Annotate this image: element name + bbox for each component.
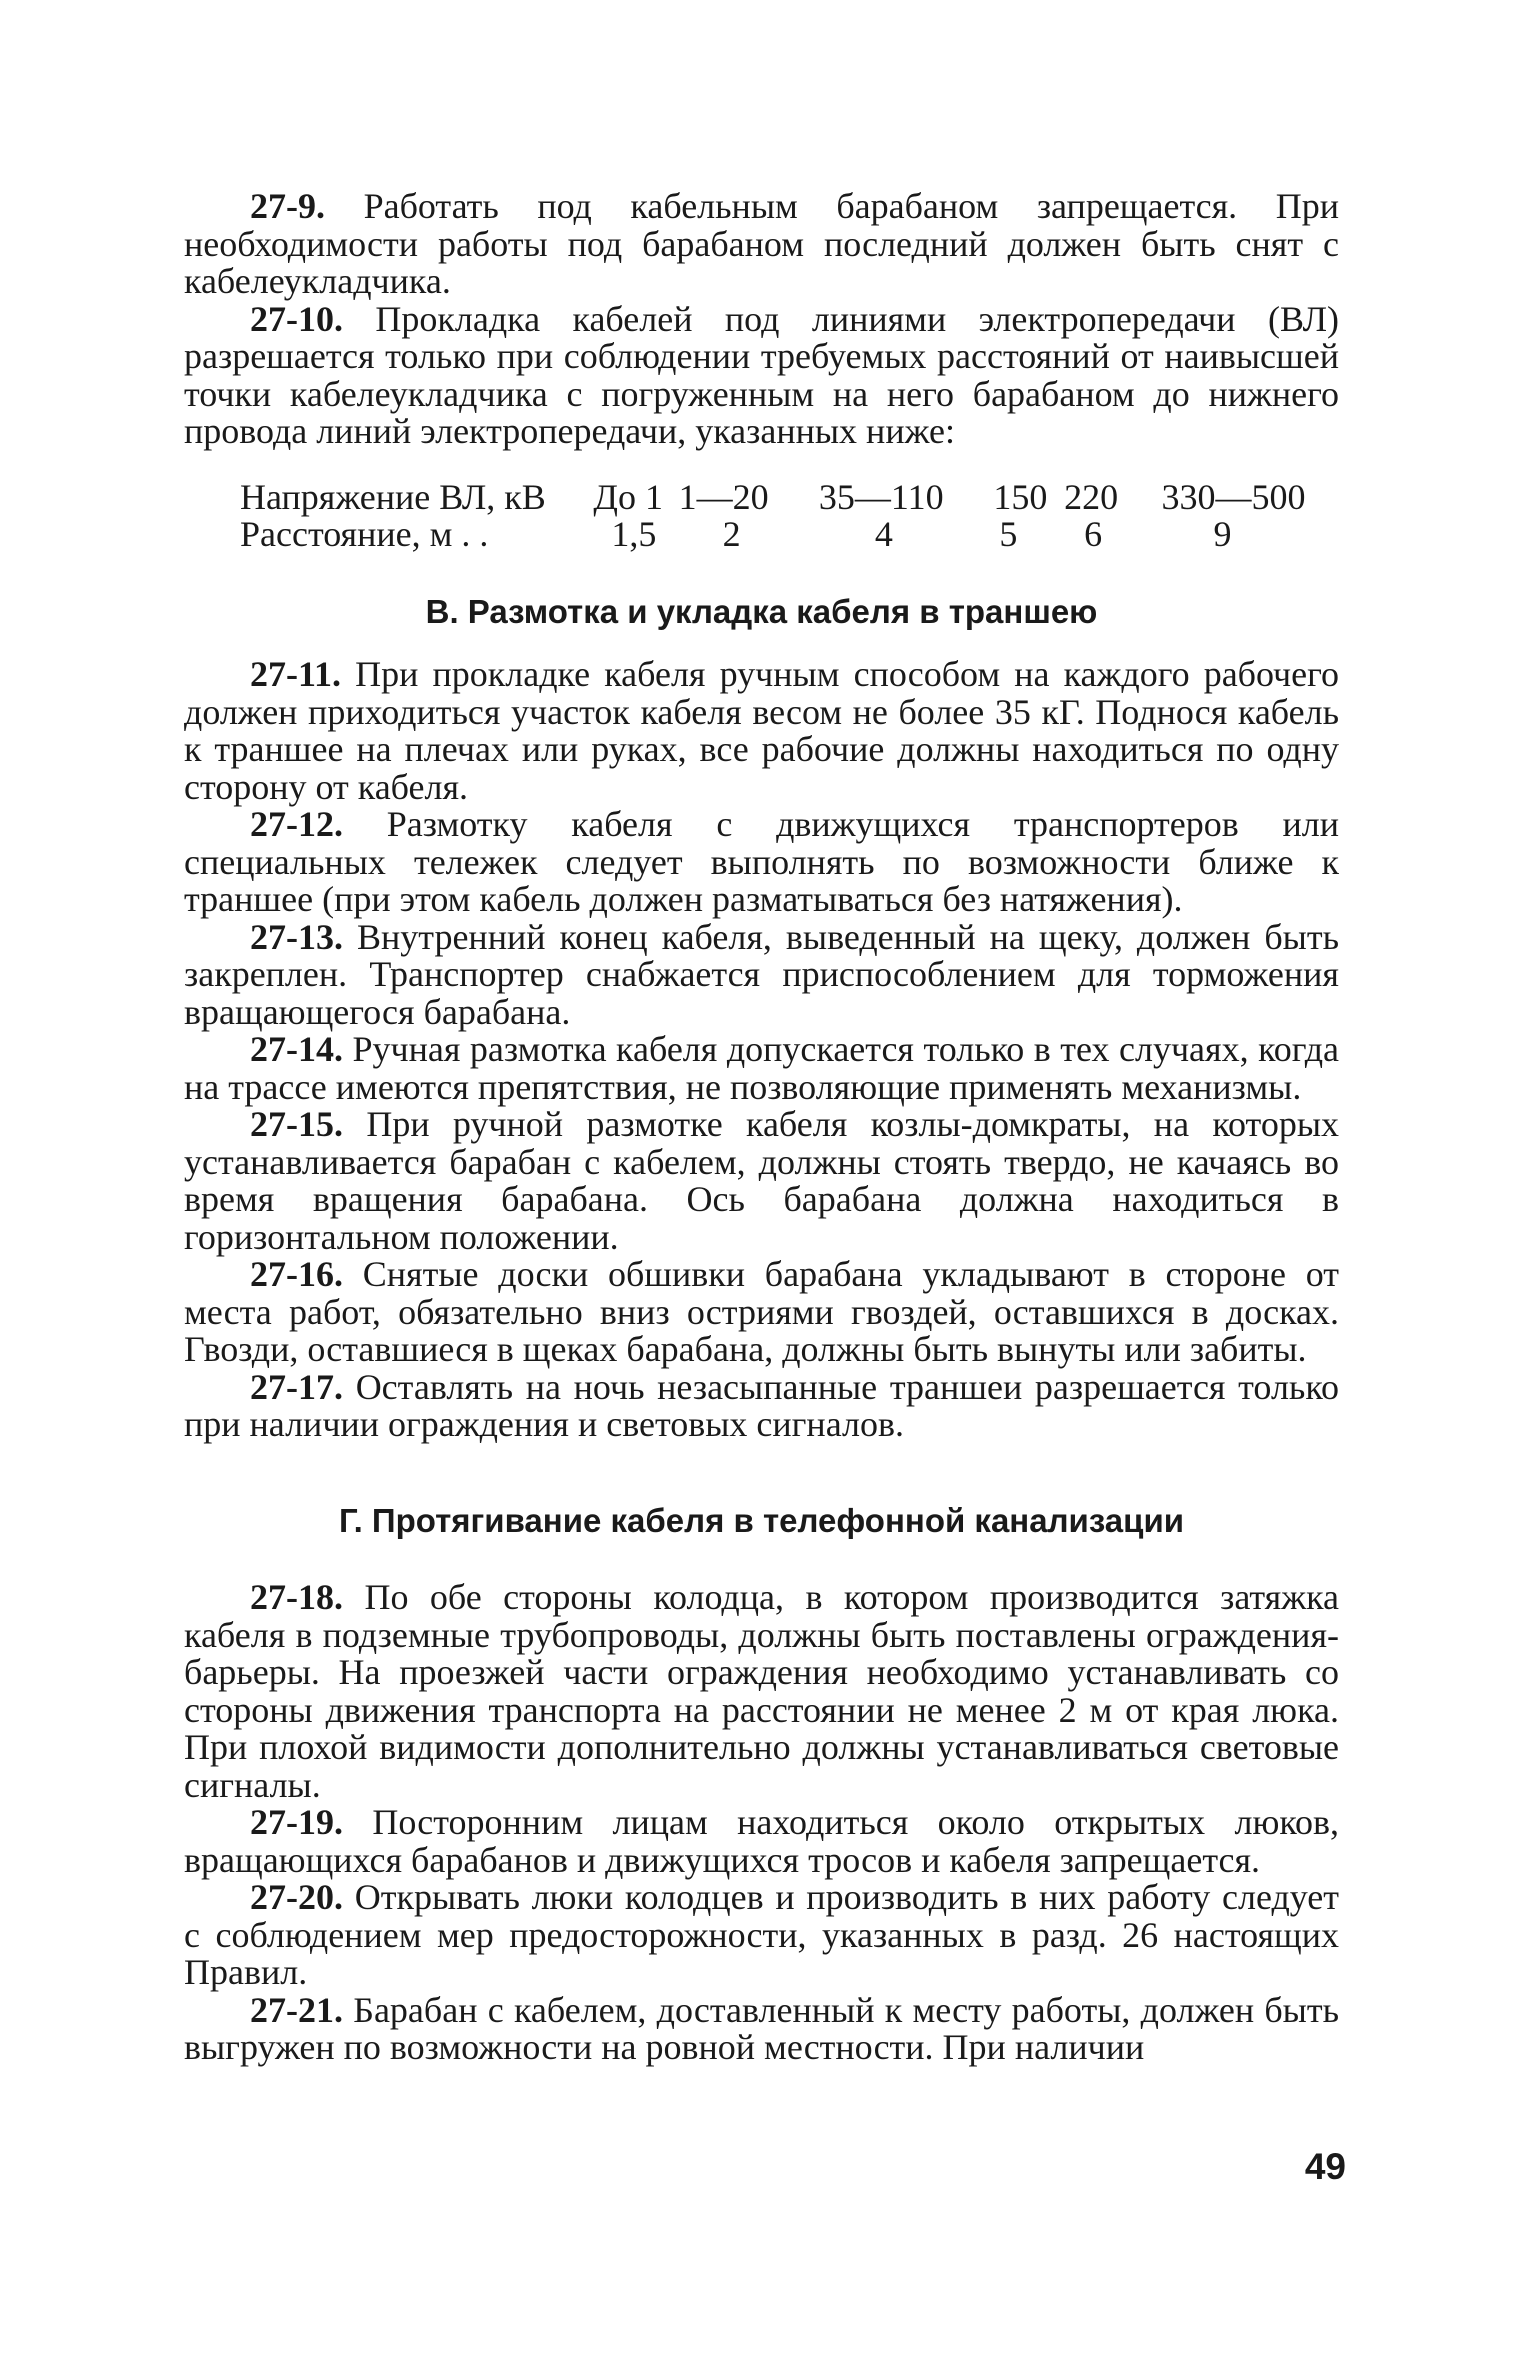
clause-number: 27-17.	[250, 1366, 343, 1407]
clause-number: 27-13.	[250, 916, 343, 957]
clause-text: Барабан с кабелем, доставленный к месту работы, должен быть выгружен по возможности на ровной местности. При наличии	[184, 1989, 1340, 2067]
clause-text: Работать под кабельным барабаном запрещается. При необходимости работы под барабаном последний должен быть снят с кабелеукладчика.	[184, 186, 1340, 301]
clause-number: 27-15.	[250, 1104, 343, 1144]
paragraph-27-10	[184, 298, 1339, 451]
clause-text: Посторонним лицам находиться около открытых люков, вращающихся барабанов и движущихся тросов и кабеля запрещается.	[184, 1802, 1339, 1880]
paragraph-27-21	[184, 1989, 1340, 2067]
voltage-distance-table	[240, 476, 1339, 554]
clause-text: Размотку кабеля с движущихся транспортеров или специальных тележек следует выполнять по возможности ближе к траншее (при этом кабель должен разматываться без натяжения).	[184, 804, 1339, 919]
distance-cell: 5	[999, 513, 1018, 554]
voltage-cell: 220	[1064, 476, 1119, 517]
paragraph-27-19	[184, 1804, 1339, 1879]
clause-number: 27-11.	[250, 654, 342, 694]
clause-text: Снятые доски обшивки барабана укладывают в стороне от места работ, обязательно вниз остриями гвоздей, оставшихся в досках. Гвозди, оставшиеся в щеках барабана, должны быть вынуты или забиты.	[184, 1254, 1339, 1369]
paragraph-27-14	[184, 1031, 1339, 1106]
distance-cell: 6	[1084, 513, 1103, 554]
distance-row	[240, 516, 1339, 553]
voltage-cell: 35—110	[818, 476, 944, 517]
clause-number: 27-21.	[250, 1989, 343, 2030]
paragraph-27-16	[184, 1256, 1339, 1369]
section-g-heading: Г. Протягивание кабеля в телефонной канализации	[338, 1501, 1185, 1539]
page-content	[184, 188, 1339, 2067]
page-number: 49	[1304, 2146, 1346, 2187]
paragraph-27-15	[184, 1106, 1339, 1256]
distance-label: Расстояние, м . .	[240, 513, 489, 554]
clause-number: 27-9.	[250, 186, 325, 226]
voltage-cell: До 1	[593, 476, 663, 517]
clause-text: Ручная размотка кабеля допускается только в тех случаях, когда на трассе имеются препятствия, не позволяющие применять механизмы.	[184, 1029, 1340, 1107]
paragraph-27-18	[184, 1579, 1339, 1804]
paragraph-27-12	[184, 806, 1339, 919]
clause-number: 27-20.	[250, 1877, 343, 1917]
distance-cell: 9	[1213, 513, 1232, 554]
clause-text: Внутренний конец кабеля, выведенный на щеку, должен быть закреплен. Транспортер снабжается приспособлением для торможения вращающегося барабана.	[184, 916, 1340, 1032]
distance-cell: 4	[874, 513, 893, 554]
clause-number: 27-12.	[250, 804, 343, 844]
section-b-heading: В. Размотка и укладка кабеля в траншею	[425, 592, 1098, 630]
voltage-row	[240, 479, 1339, 516]
clause-text: Прокладка кабелей под линиями электропередачи (ВЛ) разрешается только при соблюдении требуемых расстояний от наивысшей точки кабелеукладчика с погруженным на него барабаном до нижнего провода линий электропередачи, указанных ниже:	[184, 298, 1339, 451]
voltage-label: Напряжение ВЛ, кВ	[240, 476, 546, 517]
clause-text: При прокладке кабеля ручным способом на каждого рабочего должен приходиться участок кабеля весом не более 35 кГ. Поднося кабель к траншее на плечах или руках, все рабочие должны находиться по одну сторону от кабеля.	[184, 654, 1340, 807]
paragraph-27-17	[184, 1366, 1339, 1444]
distance-cell: 1,5	[611, 513, 657, 554]
voltage-cell: 1—20	[678, 476, 769, 517]
paragraph-27-13	[184, 916, 1340, 1032]
clause-text: По обе стороны колодца, в котором производится затяжка кабеля в подземные трубопроводы, должны быть поставлены ограждения-барьеры. На проезжей части ограждения необходимо устанавливать со стороны движения транспорта на расстоянии не менее 2 м от края люка. При плохой видимости дополнительно должны устанавливаться световые сигналы.	[184, 1577, 1339, 1805]
paragraph-27-20	[184, 1879, 1339, 1992]
voltage-cell: 150	[993, 476, 1048, 517]
clause-number: 27-18.	[250, 1577, 343, 1617]
paragraph-27-9	[184, 188, 1339, 301]
clause-text: Оставлять на ночь незасыпанные траншеи разрешается только при наличии ограждения и световых сигналов.	[184, 1366, 1339, 1444]
distance-cell: 2	[722, 513, 741, 554]
clause-number: 27-14.	[250, 1029, 343, 1069]
clause-number: 27-10.	[250, 298, 343, 339]
clause-number: 27-19.	[250, 1802, 343, 1842]
paragraph-27-11	[184, 656, 1339, 806]
voltage-cell: 330—500	[1161, 476, 1306, 517]
clause-text: Открывать люки колодцев и производить в них работу следует с соблюдением мер предосторожности, указанных в разд. 26 настоящих Правил.	[184, 1877, 1340, 1992]
clause-number: 27-16.	[250, 1254, 343, 1294]
clause-text: При ручной размотке кабеля козлы-домкраты, на которых устанавливается барабан с кабелем, должны стоять твердо, не качаясь во время вращения барабана. Ось барабана должна находиться в горизонтальном положении.	[184, 1104, 1340, 1257]
